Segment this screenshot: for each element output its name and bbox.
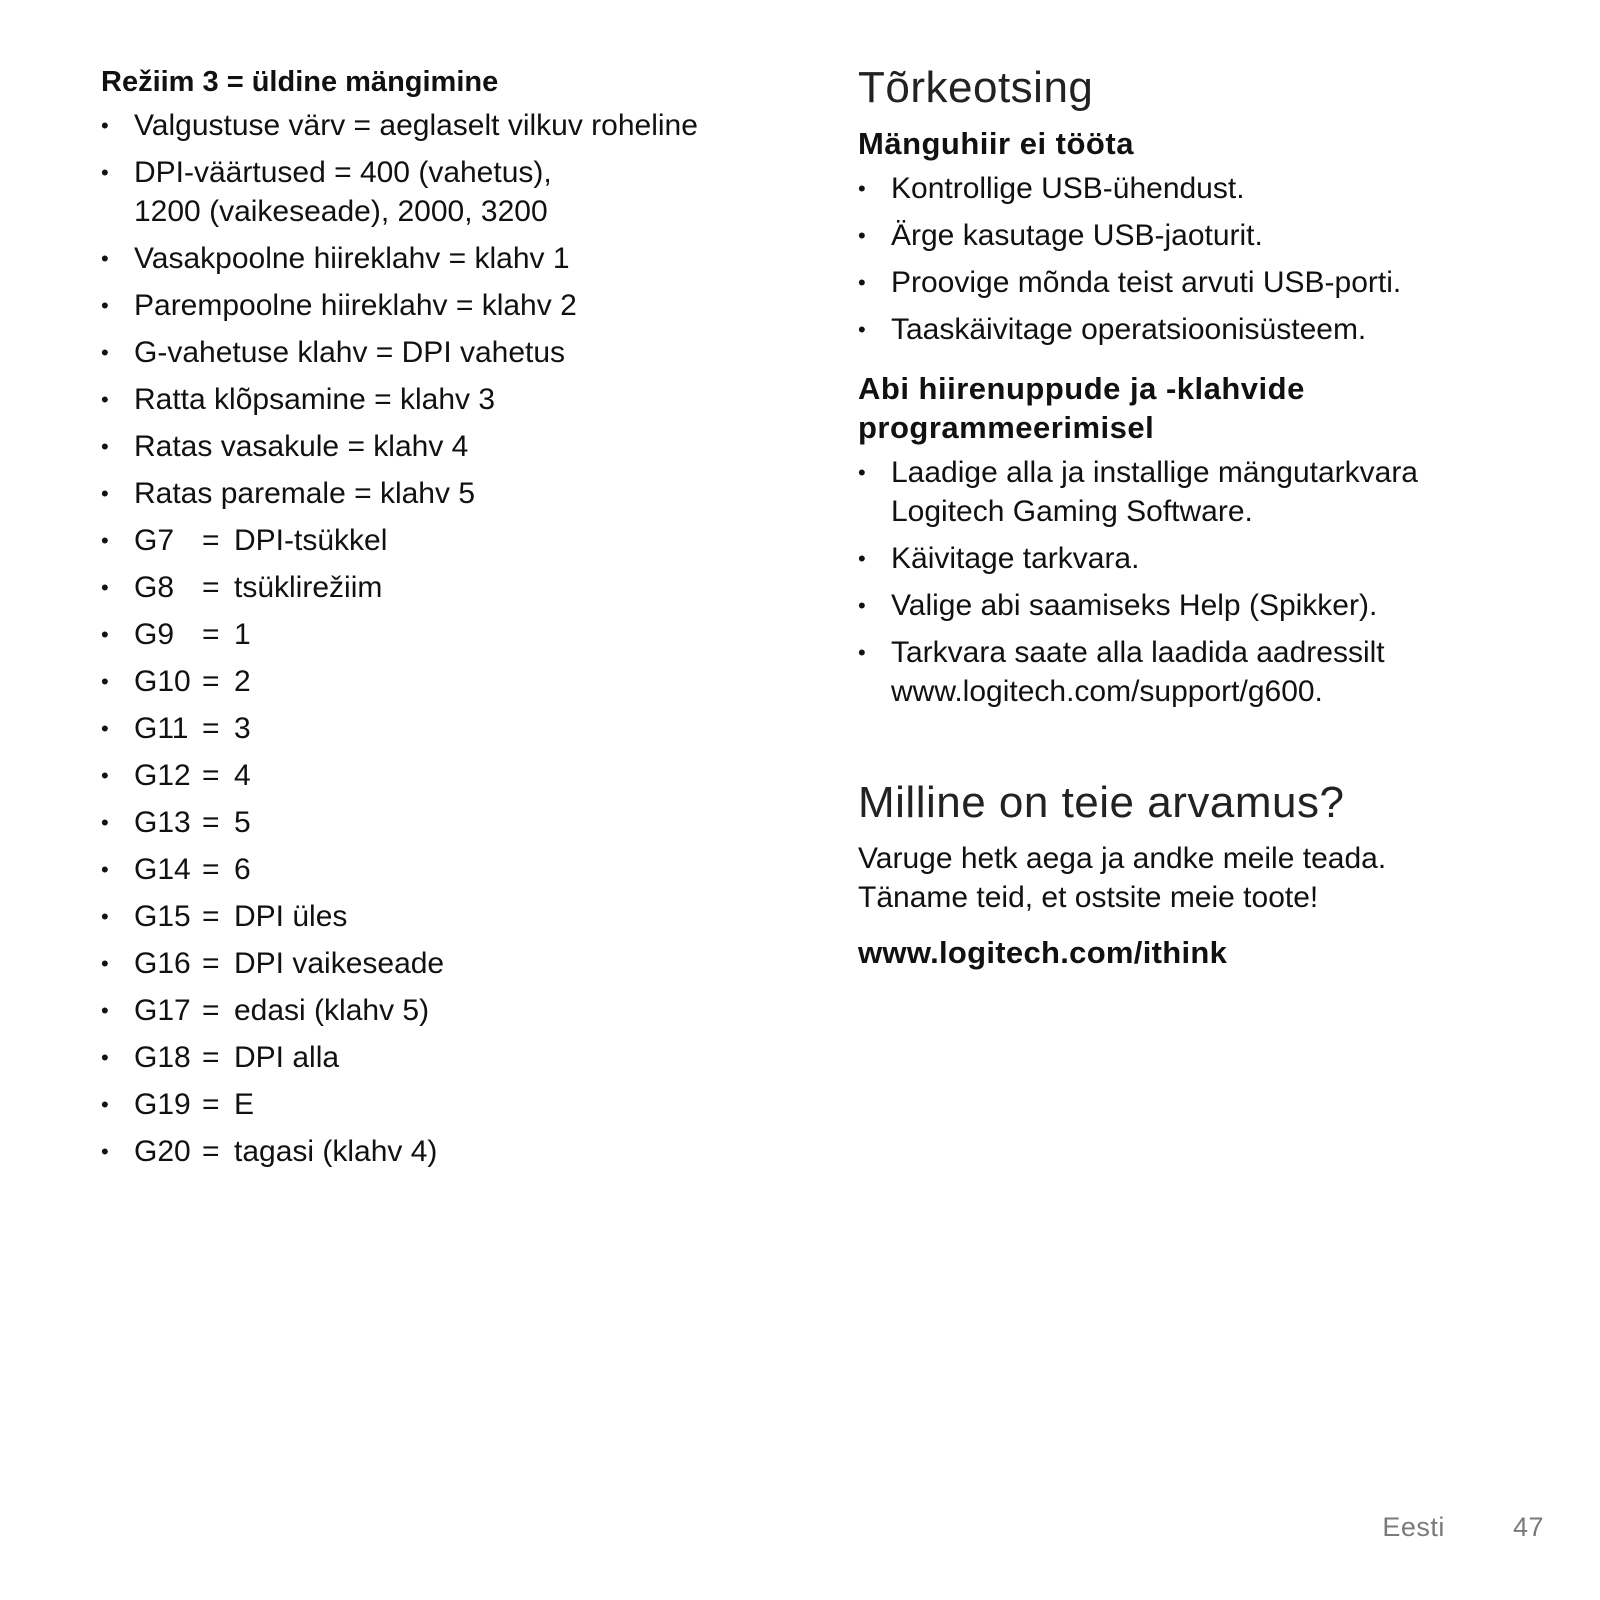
bullet-icon: • xyxy=(101,810,109,835)
gkey-item xyxy=(101,709,801,748)
gkey-value: 2 xyxy=(234,665,251,698)
gkey-equals: = xyxy=(202,1135,220,1168)
gkey-item xyxy=(101,568,801,607)
bullet-icon: • xyxy=(858,223,866,248)
list-item-text: Proovige mõnda teist arvuti USB-porti. xyxy=(891,266,1402,299)
bullet-icon: • xyxy=(101,669,109,694)
list-item-text: Parempoolne hiireklahv = klahv 2 xyxy=(134,289,577,322)
gkey-value: DPI-tsükkel xyxy=(234,524,388,557)
right-column xyxy=(858,58,1558,973)
gkey-label: G14 xyxy=(134,853,191,886)
bullet-icon: • xyxy=(101,387,109,412)
troubleshooting-heading: Tõrkeotsing xyxy=(858,63,1094,112)
gkey-equals: = xyxy=(202,947,220,980)
list-item xyxy=(858,310,1558,349)
gkey-value: 5 xyxy=(234,806,251,839)
list-item-text: G-vahetuse klahv = DPI vahetus xyxy=(134,336,566,369)
gkey-equals: = xyxy=(202,853,220,886)
bullet-icon: • xyxy=(101,763,109,788)
bullet-icon: • xyxy=(101,434,109,459)
bullet-icon: • xyxy=(101,246,109,271)
bullet-icon: • xyxy=(101,528,109,553)
page-number: 47 xyxy=(1512,1512,1544,1542)
list-item xyxy=(101,239,801,278)
list-item xyxy=(101,427,801,466)
list-item xyxy=(101,286,801,325)
gkey-label: G17 xyxy=(134,994,191,1027)
bullet-icon: • xyxy=(101,904,109,929)
gkey-value: 3 xyxy=(234,712,251,745)
bullet-icon: • xyxy=(858,460,866,485)
list-item xyxy=(101,474,801,513)
list-item xyxy=(858,586,1558,625)
list-item-text: Valgustuse värv = aeglaselt vilkuv roheline xyxy=(134,109,698,142)
gkey-equals: = xyxy=(202,712,220,745)
bullet-icon: • xyxy=(858,593,866,618)
list-item xyxy=(101,106,801,145)
list-item-text: Taaskäivitage operatsioonisüsteem. xyxy=(891,313,1367,346)
programming-help-heading xyxy=(858,369,1558,447)
mode-3-list xyxy=(101,106,801,1171)
bullet-icon: • xyxy=(858,317,866,342)
programming-help-heading-line1: Abi hiirenuppude ja -klahvide xyxy=(858,371,1305,406)
gkey-item xyxy=(101,850,801,889)
gkey-label: G12 xyxy=(134,759,191,792)
list-item xyxy=(858,453,1558,531)
list-item xyxy=(858,633,1558,711)
mode-3-heading: Režiim 3 = üldine mängimine xyxy=(101,66,499,98)
gkey-item xyxy=(101,1132,801,1171)
feedback-line1: Varuge hetk aega ja andke meile teada. xyxy=(858,842,1387,875)
list-item-text: Ratas paremale = klahv 5 xyxy=(134,477,476,510)
gkey-label: G11 xyxy=(134,712,189,745)
gkey-item xyxy=(101,991,801,1030)
list-item-text-continued: Logitech Gaming Software. xyxy=(891,495,1253,528)
gkey-label: G8 xyxy=(134,571,175,604)
bullet-icon: • xyxy=(101,575,109,600)
gkey-equals: = xyxy=(202,1088,220,1121)
gkey-equals: = xyxy=(202,571,220,604)
bullet-icon: • xyxy=(858,176,866,201)
gkey-value: 1 xyxy=(234,618,251,651)
left-column xyxy=(101,58,801,1179)
bullet-icon: • xyxy=(101,1045,109,1070)
gkey-equals: = xyxy=(202,1041,220,1074)
bullet-icon: • xyxy=(101,1092,109,1117)
list-item xyxy=(858,169,1558,208)
gkey-label: G15 xyxy=(134,900,191,933)
gkey-label: G18 xyxy=(134,1041,191,1074)
gkey-equals: = xyxy=(202,759,220,792)
feedback-heading: Milline on teie arvamus? xyxy=(858,778,1345,827)
gkey-label: G16 xyxy=(134,947,191,980)
gkey-value: tagasi (klahv 4) xyxy=(234,1135,438,1168)
gkey-value: E xyxy=(234,1088,255,1121)
gkey-item xyxy=(101,521,801,560)
list-item xyxy=(858,216,1558,255)
page-footer xyxy=(1382,1512,1544,1543)
bullet-icon: • xyxy=(101,340,109,365)
bullet-icon: • xyxy=(858,640,866,665)
list-item-text: Käivitage tarkvara. xyxy=(891,542,1140,575)
gkey-equals: = xyxy=(202,806,220,839)
bullet-icon: • xyxy=(858,270,866,295)
list-item-text: Tarkvara saate alla laadida aadressilt xyxy=(891,636,1385,669)
mouse-not-working-heading: Mänguhiir ei tööta xyxy=(858,126,1134,161)
bullet-icon: • xyxy=(101,113,109,138)
bullet-icon: • xyxy=(101,951,109,976)
gkey-value: edasi (klahv 5) xyxy=(234,994,430,1027)
bullet-icon: • xyxy=(858,546,866,571)
programming-help-heading-line2: programmeerimisel xyxy=(858,410,1155,445)
gkey-label: G20 xyxy=(134,1135,191,1168)
mouse-not-working-list xyxy=(858,169,1558,349)
gkey-item xyxy=(101,615,801,654)
gkey-equals: = xyxy=(202,665,220,698)
gkey-label: G13 xyxy=(134,806,191,839)
list-item xyxy=(101,153,801,231)
list-item-text: Ratta klõpsamine = klahv 3 xyxy=(134,383,496,416)
gkey-item xyxy=(101,662,801,701)
gkey-equals: = xyxy=(202,618,220,651)
gkey-item xyxy=(101,803,801,842)
bullet-icon: • xyxy=(101,293,109,318)
programming-help-list xyxy=(858,453,1558,711)
gkey-item xyxy=(101,944,801,983)
bullet-icon: • xyxy=(101,481,109,506)
list-item-text: Ärge kasutage USB-jaoturit. xyxy=(891,219,1263,252)
list-item-text: DPI-väärtused = 400 (vahetus), xyxy=(134,156,552,189)
footer-language: Eesti xyxy=(1382,1512,1445,1542)
gkey-item xyxy=(101,1038,801,1077)
bullet-icon: • xyxy=(101,857,109,882)
feedback-url: www.logitech.com/ithink xyxy=(858,935,1228,970)
list-item xyxy=(858,539,1558,578)
feedback-paragraph xyxy=(858,839,1558,917)
gkey-equals: = xyxy=(202,900,220,933)
list-item-text: Ratas vasakule = klahv 4 xyxy=(134,430,469,463)
gkey-value: 4 xyxy=(234,759,251,792)
support-url-text: www.logitech.com/support/g600. xyxy=(891,675,1323,708)
gkey-label: G10 xyxy=(134,665,191,698)
list-item-text: Laadige alla ja installige mängutarkvara xyxy=(891,456,1418,489)
list-item-text: Vasakpoolne hiireklahv = klahv 1 xyxy=(134,242,570,275)
list-item-text-continued: 1200 (vaikeseade), 2000, 3200 xyxy=(134,195,548,228)
gkey-item xyxy=(101,897,801,936)
gkey-item xyxy=(101,1085,801,1124)
gkey-label: G9 xyxy=(134,618,175,651)
list-item-text: Kontrollige USB-ühendust. xyxy=(891,172,1245,205)
list-item xyxy=(101,333,801,372)
gkey-value: DPI vaikeseade xyxy=(234,947,445,980)
bullet-icon: • xyxy=(101,716,109,741)
list-item xyxy=(858,263,1558,302)
gkey-value: tsüklirežiim xyxy=(234,571,383,604)
gkey-item xyxy=(101,756,801,795)
gkey-equals: = xyxy=(202,994,220,1027)
feedback-line2: Täname teid, et ostsite meie toote! xyxy=(858,881,1319,914)
list-item-text: Valige abi saamiseks Help (Spikker). xyxy=(891,589,1378,622)
gkey-value: DPI üles xyxy=(234,900,348,933)
gkey-label: G7 xyxy=(134,524,175,557)
gkey-value: DPI alla xyxy=(234,1041,340,1074)
bullet-icon: • xyxy=(101,998,109,1023)
gkey-value: 6 xyxy=(234,853,251,886)
bullet-icon: • xyxy=(101,160,109,185)
bullet-icon: • xyxy=(101,622,109,647)
gkey-label: G19 xyxy=(134,1088,191,1121)
gkey-equals: = xyxy=(202,524,220,557)
bullet-icon: • xyxy=(101,1139,109,1164)
list-item xyxy=(101,380,801,419)
